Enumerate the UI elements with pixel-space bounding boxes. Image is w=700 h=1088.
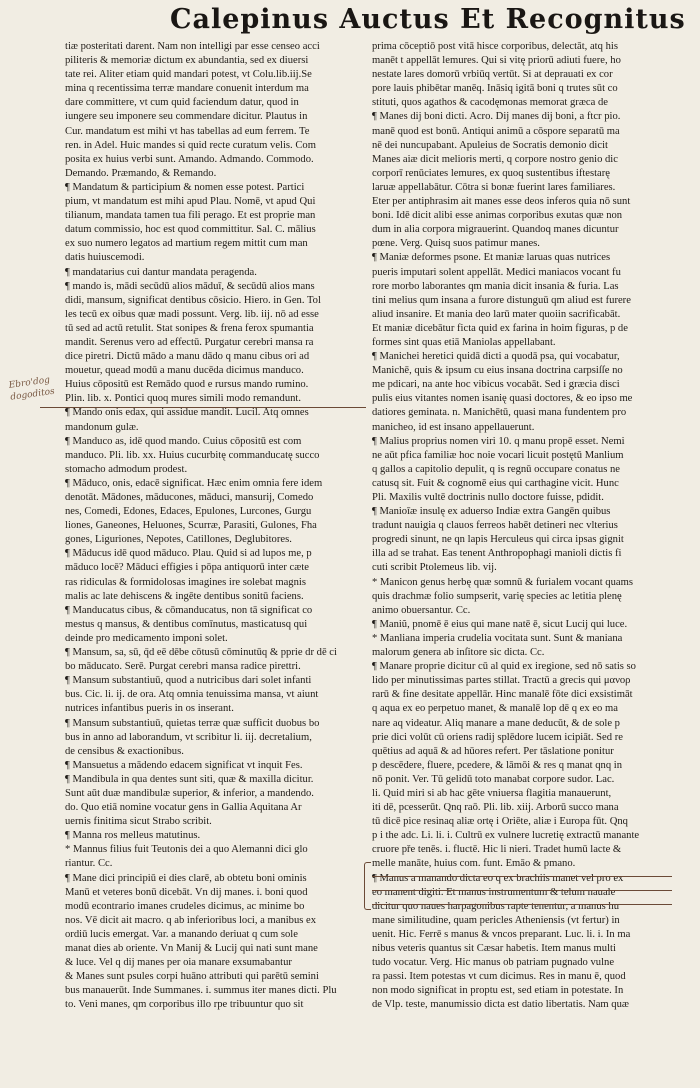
right-text-line: rarū & fine desitate appellār. Hinc manalē fōte dici exsistimāt: [372, 689, 633, 701]
left-text-line: Plin. lib. x. Pontici quoq mures simili modo remandunt.: [65, 393, 302, 405]
right-text-line: boni. Idē dicit alibi esse animas corporibus exutas quæ non: [372, 210, 623, 222]
left-text-line: denotāt. Mādones, māducones, māduci, mansurij, Comedo: [65, 492, 314, 503]
right-text-line: Pli. Maxilis vultē doctrinis nullo doctore fuisse, pdidit.: [372, 492, 604, 503]
left-text-line: bo māducato. Serē. Purgat cerebri mansa radice pirettri.: [65, 661, 301, 673]
right-text-line: li. Quid miri si ab hac gēte vniuersa flagitia manauerunt,: [372, 787, 612, 799]
right-text-line: tradunt nauigia q clauos ferreos habēt detineri nec vlterius: [372, 520, 618, 532]
left-text-line: les tecū ex oibus quæ madi possunt. Verg. lib. iij. nō ad esse: [65, 308, 319, 320]
right-text-line: cuti scribit Ptolemeus lib. vij.: [372, 562, 497, 574]
right-text-line: pueris imputari solent appellāt. Medici maniacos vocant fu: [372, 266, 621, 278]
left-text-line: ¶ Māduco, onis, edacē significat. Hæc enim omnia fere idem: [65, 477, 323, 489]
left-text-line: ¶ Mansuetus a mādendo edacem significat vt inquit Fes.: [65, 759, 303, 771]
left-text-line: datum commissio, hoc est quod committitur. Sal. C. mālius: [65, 224, 316, 236]
right-text-line: Eter per antiphrasim ait manes esse deos inferos quia nō sunt: [372, 196, 631, 208]
handwritten-margin-note: Ebro'dog dogoditos: [8, 375, 56, 403]
left-text-line: ¶ Māducus idē quod māduco. Plau. Quid si ad lupos me, p: [65, 548, 312, 560]
right-text-line: de Vlp. teste, manumissio dicta est datio libertatis. Nam quæ: [372, 999, 629, 1011]
right-text-line: p i the adc. Li. li. i. Cultrū ex vulnere lucretię extractū manante: [372, 830, 640, 842]
right-text-line: Et maniæ dicebātur ficta quid ex farina in hoim figuras, p de: [372, 322, 628, 334]
left-text-line: piliteris & memoriæ dictum ex abundantia, sed ex diuersi: [65, 55, 309, 67]
right-text-line: ¶ Manioīæ insulę ex aduerso Indiæ extra Gangēn quibus: [372, 506, 611, 518]
right-text-line: ¶ Manare proprie dicitur cū al quid ex iregione, sed nō satis so: [372, 661, 636, 673]
right-text-line: animo obuersantur. Cc.: [372, 604, 471, 616]
left-text-line: Manū et veteres bonū dicebāt. Vn dij manes. i. boni quod: [65, 886, 308, 898]
left-text-line: dice piretri. Dictū mādo a manu dādo q manu cibus ori ad: [65, 351, 310, 363]
right-text-line: cruore pře tenēs. i. fluctē. Hic li nieri. Tradet humū lacte &: [372, 844, 622, 856]
left-text-line: nes, Comedi, Edones, Edaces, Epulones, Lurcones, Gurgu: [65, 506, 312, 518]
left-text-line: nutrices infantibus pueris in os inserant.: [65, 703, 234, 715]
left-text-line: māduco locē? Māduci effigies i pōpa antiquorū inter cæte: [65, 562, 309, 574]
left-text-line: ¶ mandatarius cui dantur mandata peragenda.: [65, 266, 257, 278]
right-text-line: quētius ad aquā & ad hūores refert. Per tāslatione ponitur: [372, 745, 614, 757]
left-text-column: [65, 40, 367, 1012]
right-text-line: tini melius qum insana a furore distunguū qm aliud est furere: [372, 294, 631, 306]
right-text-line: illa ad se trahat. Eas tenent Anthropophagi manioli dictis fi: [372, 548, 622, 560]
underline-mark: [40, 407, 366, 408]
right-text-line: nō ponit. Ver. Tū gelidū toto manabat corpore sudor. Lac.: [372, 773, 615, 785]
right-text-line: ¶ Manichei heretici quidā dicti a quodā psa, qui vocabatur,: [372, 351, 620, 363]
right-text-line: nare aq videatur. Aliq manare a mane deducūt, & de sole p: [372, 717, 620, 729]
left-text-line: deinde pro medicamento imponi solet.: [65, 632, 228, 644]
left-text-line: Huius cōpositū est Remādo quod e rursus mando rumino.: [65, 379, 309, 391]
left-text-line: ren. in Adel. Huic mandes si quid recte curatum velis. Com: [65, 139, 316, 151]
margin-bracket-mark: [364, 862, 371, 910]
right-text-line: quis drachmæ folio sumpserit, varię species ac letitia plenę: [372, 590, 622, 602]
right-text-line: eo manent digiti. Et manus instrumentum & telum nauale: [372, 886, 616, 898]
left-text-line: & Manes sunt psules corpi huāno attributi qui parētū semini: [65, 971, 319, 983]
left-text-line: modū econtrario imanes crudeles dicimus, ac minime bo: [65, 900, 305, 912]
right-text-line: iti dē, pcesserūt. Qnq raō. Pli. lib. xiij. Arborū succo mana: [372, 802, 619, 814]
left-text-line: ¶ Mansum, sa, sū, q̄d eē dēbe cōtusū cōminutūq & pprie dr dē ci: [65, 647, 337, 659]
right-text-line: ¶ Manes dij boni dicti. Acro. Dij manes dij boni, a ftcr pio.: [372, 111, 621, 123]
left-text-line: posita ex huius verbi sunt. Amando. Admando. Commodo.: [65, 153, 314, 165]
right-text-line: prie dici volūt cū oriens radij splēdore lucem icipiāt. Sed re: [372, 731, 623, 743]
left-text-line: tiæ posteritati darent. Nam non intelligi par esse censeo acci: [65, 41, 320, 52]
right-text-line: formes sint quas etiā Maniolas appellabant.: [372, 336, 556, 348]
right-text-line: ¶ Malius proprius nomen viri 10. q manu propē esset. Nemi: [372, 435, 625, 447]
right-text-line: progredi sinunt, ne qn lapis Herculeus qui circa ipsas gignit: [372, 534, 624, 546]
right-text-line: rore morbo laborantes qm mania dicit insania & furia. Las: [372, 280, 619, 292]
right-text-line: ¶ Manus a manando dicta eo q ex brachiis manet vel pro ex: [372, 872, 624, 884]
underline-mark: [372, 904, 672, 905]
right-text-line: manēt t appellāt lemures. Qui si vitę priorū adiuti fuere, ho: [372, 55, 621, 67]
right-text-line: datiores geminata. n. Manichētū, quasi mana fundentem pro: [372, 407, 627, 419]
right-text-column: [372, 40, 672, 1012]
right-text-line: * Manicon genus herbę quæ somnū & furialem vocant quams: [372, 576, 633, 588]
left-text-line: * Mannus filius fuit Teutonis dei a quo Alemanni dici glo: [65, 844, 308, 856]
right-text-line: laruæ appellabātur. Cōtra si bonæ fuerint lares familiares.: [372, 181, 616, 193]
left-text-line: ¶ Manducatus cibus, & cōmanducatus, non tā significat co: [65, 604, 313, 616]
right-text-line: Manichē, quis & ipsum cu eius insana doctrina carpsiſſe no: [372, 365, 623, 377]
left-text-line: iungere seu imponere seu commendare dicitur. Plautus in: [65, 111, 308, 123]
left-text-line: ¶ Mandatum & participium & nomen esse potest. Partici: [65, 181, 305, 193]
left-text-line: ras ridiculas & formidolosas imagines ire solebat magnis: [65, 576, 306, 588]
left-text-line: riantur. Cc.: [65, 858, 113, 870]
right-text-line: manicheo, id est insano appellauerunt.: [372, 421, 535, 433]
left-text-line: nos. Vē dicit ait macro. q ab inferioribus loci, a manibus ex: [65, 914, 317, 926]
right-text-line: ra passi. Item potestas vt cum dicimus. Res in manu ē, quod: [372, 971, 626, 983]
left-text-line: bus manauerūt. Inde Summanes. i. summus iter manes dicti. Plu: [65, 985, 337, 997]
running-header: Calepinus Auctus Et Recognitus: [170, 4, 686, 35]
right-text-line: tū dicē pice resinaq aliæ ortę i Oriēte, aliæ i Europa fūt. Qnq: [372, 816, 628, 828]
right-text-line: p descēdere, fluere, pcedere, & lāmōi & res q manat qnq in: [372, 759, 623, 771]
right-text-line: pore lauis phibētar manēq. Ināsiq igitā boni q trutes sūt co: [372, 83, 618, 95]
left-text-line: ordiū lucis emergat. Var. a manando deriuat q cum sole: [65, 928, 298, 940]
left-text-line: Demando. Præmando, & Remando.: [65, 167, 217, 179]
left-text-line: ¶ Manna ros melleus matutinus.: [65, 830, 201, 842]
right-text-line: nibus veteris quantus sit Cæsar habetis. Item manus multi: [372, 943, 616, 954]
left-text-line: ¶ mando is, mādi secūdū alios māduī, & secūdū alios mans: [65, 280, 315, 292]
left-text-line: ¶ Mane dici principiū ei dies clarē, ab obtetu boni ominis: [65, 872, 307, 884]
left-text-line: uernis finitima sicut Strabo scribit.: [65, 816, 212, 828]
right-text-line: dicitur quo naues harpagonibus rapte tenentur, a manus hu: [372, 900, 619, 912]
left-text-line: to. Veni manes, qm corporibus illo rpe tribuuntur quo sit: [65, 999, 304, 1011]
left-text-line: mestus q mansus, & dentibus comīnutus, masticatusq qui: [65, 618, 308, 630]
left-text-line: dare committere, vt cum quid faciendum datur, quod in: [65, 97, 299, 109]
left-text-line: de censibus & exactionibus.: [65, 745, 184, 757]
right-text-line: dum in alia corpora migrauerint. Quandoq manes dicuntur: [372, 224, 619, 236]
right-text-line: corporī renūciates lemures, ex quoq sustentibus iftestarę: [372, 167, 610, 179]
left-text-line: stomacho admodum prodest.: [65, 463, 188, 475]
right-text-line: nē dei nuncupabant. Apuleius de Socratis demonio dicit: [372, 139, 608, 151]
right-text-line: lido per minutissimas partes stillat. Tractū a grecis qui μανορ: [372, 675, 631, 687]
right-text-line: melle manāte, huius com. funt. Emāo & pmano.: [372, 858, 576, 870]
left-text-line: didi, mansum, significat dentibus cōsicio. Hiero. in Gen. Tol: [65, 294, 321, 306]
left-text-line: ¶ Mansum substantiuū, quietas terræ quæ sufficit duobus bo: [65, 717, 320, 729]
right-text-line: pulis eius vitantes nomen isanię quasi doctores, & eo ipso me: [372, 393, 633, 405]
left-text-line: pium, vt mandatum est mihi apud Plau. Nomē, vt apud Qui: [65, 196, 316, 208]
left-text-line: ¶ Mansum substantiuū, quod a nutricibus dari solet infanti: [65, 675, 312, 687]
left-text-line: gones, Liguriones, Nepotes, Catillones, Deglubitores.: [65, 534, 292, 546]
left-text-line: tilianum, mandata tamen tua fili perago. Et est proprie man: [65, 210, 316, 222]
right-text-line: me pdicari, na ante hoc vibicus vocabāt. Sed i græcia disci: [372, 379, 620, 391]
left-text-line: Sunt aūt duæ mandibulæ superior, & inferior, a mandendo.: [65, 787, 314, 799]
right-text-line: q gallos a capitolio depulit, q is regnū occupare conatus ne: [372, 463, 620, 475]
right-text-line: ¶ Maniũ, pnomē ē eius qui mane natē ē, sicut Lucij qui luce.: [372, 618, 628, 630]
right-text-line: catusq sit. Fuit & cognomē eius qui carthagine vicit. Hunc: [372, 477, 619, 489]
left-text-line: mandit. Serenus vero ad effectū. Purgatur cerebri mansa ra: [65, 336, 314, 348]
left-text-line: & luce. Vel q dij manes per oia manare exsumabantur: [65, 957, 292, 969]
right-text-line: ¶ Maniæ deformes psone. Et maniæ laruas quas nutrices: [372, 252, 611, 264]
left-text-line: do. Quo etiā nomine vocatur gens in Gallia Aquitana Ar: [65, 802, 302, 814]
left-text-line: tū sed ad actū retulit. Stat sonipes & frena ferox spumantia: [65, 322, 314, 334]
left-text-line: ¶ Manduco as, idē quod mando. Cuius cōpositū est com: [65, 435, 302, 447]
right-text-line: nestate lares domorū vrbiūq vertūt. Si at deprauati ex cor: [372, 69, 613, 81]
right-text-line: Manes aiæ dicit melioris merti, q corpore nostro genio dic: [372, 153, 618, 165]
right-text-line: uenit. Hic. Ferrē s manus & vncos preparant. Luc. li. i. In ma: [372, 928, 631, 940]
left-text-line: manduco. Pli. lib. xx. Huius cucurbitę commanducatę succo: [65, 449, 320, 461]
right-text-line: non modo significat in proptu est, sed etiam in potestate. In: [372, 985, 624, 997]
right-text-line: ne aūt pfica familiæ hoc noie vocari licuit postętū Manlium: [372, 449, 624, 461]
right-text-line: * Manliana imperia crudelia vocitata sunt. Sunt & maniana: [372, 632, 623, 644]
underline-mark: [372, 890, 672, 891]
right-text-line: malorum genera ab inſitore sic dicta. Cc.: [372, 647, 545, 659]
left-text-line: liones, Ganeones, Heluones, Scurræ, Parasiti, Gulones, Fha: [65, 520, 317, 532]
left-text-line: ¶ Mandibula in qua dentes sunt siti, quæ & maxilla dicitur.: [65, 773, 314, 785]
right-text-line: stituti, quos agathos & cacodęmonas memorat græca de: [372, 97, 608, 109]
right-text-line: prima cōceptiō post vitā hisce corporibus, delectāt, atq his: [372, 41, 618, 52]
left-text-line: datis huiuscemodi.: [65, 252, 145, 264]
right-text-line: aliud insanire. Et mania deo larū mater quoiin sacrificabāt.: [372, 308, 621, 320]
left-text-line: malis ac late dehiscens & ingēte dentibus sonitū faciens.: [65, 590, 304, 602]
right-text-line: tudo vocatur. Verg. Hic manus ob patriam pugnado vulne: [372, 957, 615, 969]
left-text-line: bus in anno ad laborandum, vt scribitur li. iij. decretalium,: [65, 731, 312, 743]
left-text-line: bus. Cic. li. ij. de ora. Atq omnia tenuissima mansa, vt aiunt: [65, 689, 319, 701]
left-text-line: manat dies ab oriente. Vn Manij & Lucij qui nati sunt mane: [65, 943, 318, 954]
left-text-line: tate rei. Aliter etiam quid mandari potest, vt Colu.lib.iij.Se: [65, 69, 312, 81]
right-text-line: mane similitudine, quam pericles Atheniensis (vt fertur) in: [372, 914, 620, 926]
right-text-line: pœne. Verg. Quisq suos patimur manes.: [372, 238, 540, 250]
left-text-line: ex suo numero legatos ad martium regem mittit cum man: [65, 238, 308, 250]
left-text-line: mina q recentissima terræ mandare conuenit interdum ma: [65, 83, 309, 95]
left-text-line: mouetur, quead modū a manu ducēda dicimus manduco.: [65, 365, 304, 377]
left-text-line: mandonum gulæ.: [65, 421, 139, 433]
left-text-line: Cur. mandatum est mihi vt has tabellas ad eum ferrem. Te: [65, 125, 310, 137]
right-text-line: q aqua ex eo perpetuo manet, & manalē lop dē q ex eo ma: [372, 703, 618, 715]
left-text-line: ¶ Mando onis edax, qui assidue mandit. Lucil. Atq omnes: [65, 407, 309, 419]
right-text-line: manē quod est bonū. Antiqui animū a cōspore separatū ma: [372, 125, 620, 137]
underline-mark: [372, 876, 672, 877]
